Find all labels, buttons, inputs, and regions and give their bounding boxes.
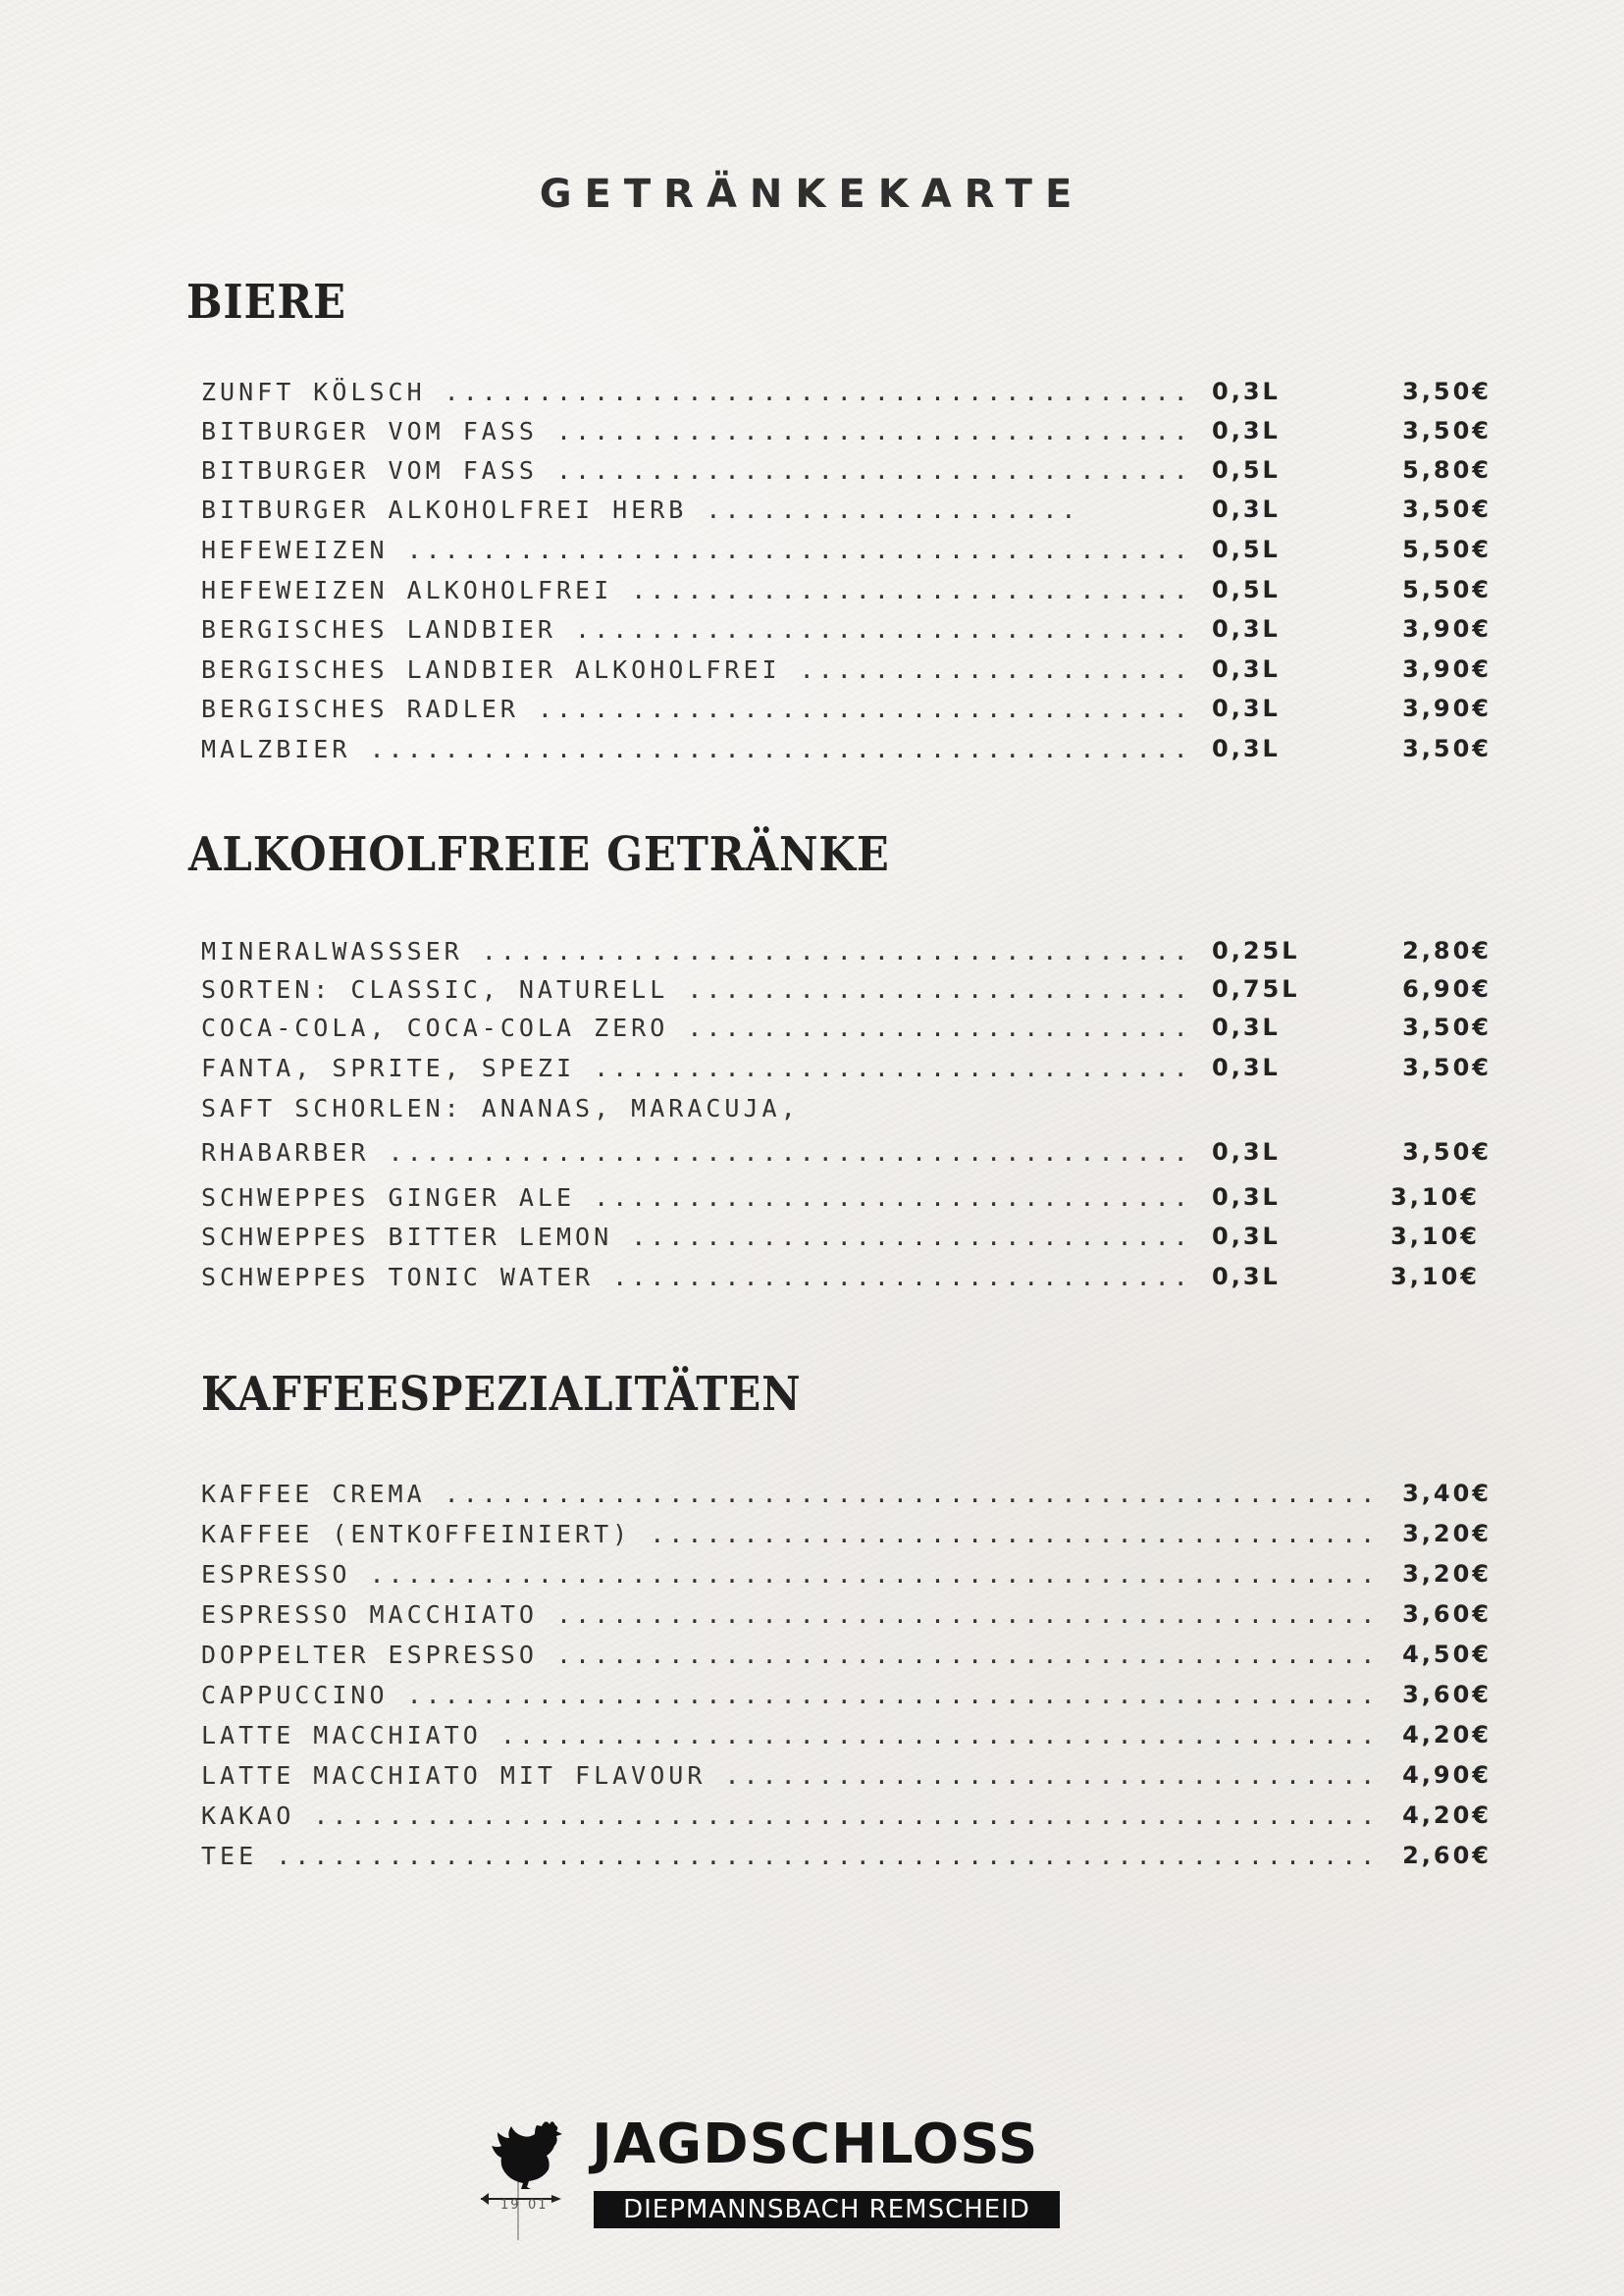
menu-item xyxy=(201,536,1492,571)
item-name: HEFEWEIZEN ALKOHOLFREI ..... xyxy=(201,576,1182,604)
menu-item xyxy=(201,1054,1492,1089)
menu-item xyxy=(201,1138,1492,1174)
menu-item xyxy=(201,655,1492,691)
menu-item xyxy=(201,1801,1492,1837)
item-name: HEFEWEIZEN ..... xyxy=(201,536,1182,564)
item-volume: 0,3L xyxy=(1212,496,1281,523)
item-volume: 0,3L xyxy=(1212,1054,1281,1081)
item-price: 3,90€ xyxy=(1402,695,1492,722)
item-price: 5,50€ xyxy=(1402,576,1492,603)
menu-item xyxy=(201,1183,1492,1219)
item-price: 3,20€ xyxy=(1402,1520,1492,1547)
item-price: 3,50€ xyxy=(1402,378,1492,405)
item-name: BITBURGER VOM FASS ..... xyxy=(201,417,1182,445)
menu-item xyxy=(201,1681,1492,1716)
menu-item xyxy=(201,615,1492,651)
item-name: FANTA, SPRITE, SPEZI ..... xyxy=(201,1054,1182,1082)
menu-item xyxy=(201,735,1492,770)
item-price: 4,50€ xyxy=(1402,1641,1492,1668)
item-volume: 0,25L xyxy=(1212,937,1300,965)
item-price: 3,10€ xyxy=(1390,1263,1480,1290)
item-volume: 0,3L xyxy=(1212,1138,1281,1166)
item-price: 3,50€ xyxy=(1402,417,1492,444)
brand-logo xyxy=(471,2114,1158,2242)
item-price: 5,80€ xyxy=(1402,456,1492,484)
item-price: 3,10€ xyxy=(1390,1223,1480,1250)
menu-item xyxy=(201,1842,1492,1877)
item-name: BITBURGER VOM FASS ..... xyxy=(201,456,1182,485)
item-name: SAFT SCHORLEN: ANANAS, MARACUJA, xyxy=(201,1094,800,1122)
item-volume: 0,5L xyxy=(1212,456,1281,484)
item-price: 3,20€ xyxy=(1402,1560,1492,1588)
item-volume: 0,3L xyxy=(1212,1183,1281,1211)
item-name: SCHWEPPES TONIC WATER ..... xyxy=(201,1263,1182,1291)
brand-name: JAGDSCHLOSS xyxy=(592,2113,1039,2176)
item-price: 3,50€ xyxy=(1402,1014,1492,1041)
item-name: BITBURGER ALKOHOLFREI HERB ..... xyxy=(201,496,1074,524)
item-price: 3,50€ xyxy=(1402,1138,1492,1166)
item-name: KAKAO ..... xyxy=(201,1801,1384,1830)
year-right: 01 xyxy=(528,2198,549,2213)
item-volume: 0,3L xyxy=(1212,417,1281,444)
item-name: BERGISCHES LANDBIER ALKOHOLFREI ..... xyxy=(201,655,1182,684)
item-name: RHABARBER ..... xyxy=(201,1138,1182,1167)
menu-item xyxy=(201,695,1492,730)
item-name: KAFFEE CREMA ..... xyxy=(201,1480,1384,1508)
item-name: BERGISCHES LANDBIER ..... xyxy=(201,615,1182,644)
item-price: 2,60€ xyxy=(1402,1842,1492,1869)
item-name: ZUNFT KÖLSCH ..... xyxy=(201,378,1182,406)
section-heading-kaffee: KAFFEESPEZIALITÄTEN xyxy=(201,1367,802,1422)
item-volume: 0,3L xyxy=(1212,695,1281,722)
item-price: 3,40€ xyxy=(1402,1480,1492,1507)
item-price: 3,10€ xyxy=(1390,1183,1480,1211)
item-price: 3,90€ xyxy=(1402,615,1492,643)
year-left: 19 xyxy=(500,2198,521,2213)
menu-item xyxy=(201,1560,1492,1595)
brand-subtitle: DIEPMANNSBACH REMSCHEID xyxy=(594,2191,1060,2228)
item-name: KAFFEE (ENTKOFFEINIERT) ..... xyxy=(201,1520,1384,1548)
item-price: 4,20€ xyxy=(1402,1721,1492,1748)
section-heading-biere: BIERE xyxy=(186,275,346,330)
item-name: ESPRESSO ..... xyxy=(201,1560,1384,1589)
item-price: 3,50€ xyxy=(1402,735,1492,762)
item-price: 3,50€ xyxy=(1402,1054,1492,1081)
item-price: 5,50€ xyxy=(1402,536,1492,563)
menu-item xyxy=(201,1223,1492,1258)
item-volume: 0,3L xyxy=(1212,735,1281,762)
item-price: 3,60€ xyxy=(1402,1681,1492,1708)
item-name: BERGISCHES RADLER ..... xyxy=(201,695,1182,723)
item-name: SORTEN: CLASSIC, NATURELL ..... xyxy=(201,975,1182,1004)
item-price: 2,80€ xyxy=(1402,937,1492,965)
menu-item xyxy=(201,456,1492,492)
item-name: ESPRESSO MACCHIATO ..... xyxy=(201,1600,1384,1629)
menu-item xyxy=(201,1263,1492,1298)
item-volume: 0,3L xyxy=(1212,655,1281,683)
rooster-icon xyxy=(471,2114,569,2240)
item-price: 6,90€ xyxy=(1402,975,1492,1003)
section-heading-alkoholfrei: ALKOHOLFREIE GETRÄNKE xyxy=(188,827,890,882)
menu-item xyxy=(201,1641,1492,1676)
item-name: SCHWEPPES BITTER LEMON ..... xyxy=(201,1223,1182,1251)
item-price: 3,50€ xyxy=(1402,496,1492,523)
item-price: 4,20€ xyxy=(1402,1801,1492,1829)
item-name: COCA-COLA, COCA-COLA ZERO ..... xyxy=(201,1014,1182,1042)
menu-item xyxy=(201,937,1492,972)
menu-item xyxy=(201,1480,1492,1515)
item-volume: 0,5L xyxy=(1212,536,1281,563)
menu-item xyxy=(201,1721,1492,1756)
item-price: 3,90€ xyxy=(1402,655,1492,683)
menu-item xyxy=(201,975,1492,1011)
menu-item xyxy=(201,496,1492,531)
item-volume: 0,3L xyxy=(1212,1014,1281,1041)
item-price: 3,60€ xyxy=(1402,1600,1492,1628)
page-title: GETRÄNKEKARTE xyxy=(539,172,1085,217)
item-name: SCHWEPPES GINGER ALE ..... xyxy=(201,1183,1182,1212)
menu-item xyxy=(201,1520,1492,1555)
item-price: 4,90€ xyxy=(1402,1761,1492,1789)
item-name: MALZBIER ..... xyxy=(201,735,1182,763)
item-volume: 0,3L xyxy=(1212,1223,1281,1250)
menu-item xyxy=(201,1600,1492,1636)
item-volume: 0,3L xyxy=(1212,615,1281,643)
item-name: LATTE MACCHIATO ..... xyxy=(201,1721,1384,1749)
item-volume: 0,5L xyxy=(1212,576,1281,603)
item-name: LATTE MACCHIATO MIT FLAVOUR ..... xyxy=(201,1761,1384,1790)
menu-item xyxy=(201,576,1492,611)
menu-item xyxy=(201,1761,1492,1797)
menu-item xyxy=(201,417,1492,452)
menu-item xyxy=(201,1014,1492,1049)
item-name: MINERALWASSSER ..... xyxy=(201,937,1182,965)
item-volume: 0,3L xyxy=(1212,1263,1281,1290)
item-volume: 0,3L xyxy=(1212,378,1281,405)
item-name: DOPPELTER ESPRESSO ..... xyxy=(201,1641,1384,1669)
menu-item xyxy=(201,378,1492,413)
item-name: TEE ..... xyxy=(201,1842,1384,1870)
item-name: CAPPUCCINO ..... xyxy=(201,1681,1384,1709)
item-volume: 0,75L xyxy=(1212,975,1300,1003)
menu-item xyxy=(201,1094,1492,1129)
